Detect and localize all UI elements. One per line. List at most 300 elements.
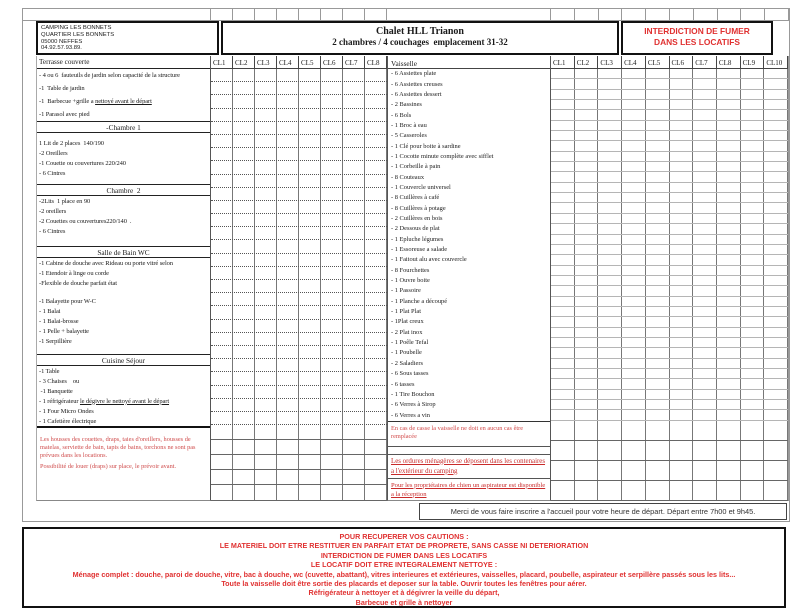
check-cell xyxy=(693,141,717,150)
check-cell xyxy=(233,188,255,200)
check-cell xyxy=(717,172,741,181)
check-cell xyxy=(233,372,255,384)
check-cell xyxy=(575,307,599,316)
check-row xyxy=(551,203,788,213)
section-header: Salle de Bain WC xyxy=(37,246,210,258)
check-cell xyxy=(343,372,365,384)
check-cell xyxy=(233,346,255,358)
check-cell xyxy=(299,267,321,279)
check-cell xyxy=(622,379,646,388)
check-cell xyxy=(575,328,599,337)
check-cell xyxy=(764,348,788,357)
check-cell xyxy=(741,390,765,399)
check-cell xyxy=(299,412,321,424)
check-row xyxy=(211,95,387,108)
check-cell xyxy=(255,175,277,187)
check-cell xyxy=(717,441,741,460)
check-cell xyxy=(646,121,670,130)
check-row xyxy=(211,280,387,293)
check-cell xyxy=(211,109,233,121)
check-cell xyxy=(741,214,765,223)
check-cell xyxy=(622,79,646,88)
dish-breakage-note: En cas de casse la vaisselle ne doit en aucun cas être remplacée xyxy=(388,421,550,447)
check-cell xyxy=(255,254,277,266)
check-cell xyxy=(321,372,343,384)
check-cell xyxy=(717,400,741,409)
check-cell xyxy=(741,131,765,140)
check-cell xyxy=(575,410,599,419)
check-row xyxy=(551,461,788,481)
check-cell xyxy=(646,203,670,212)
check-cell xyxy=(365,280,387,292)
vaisselle-item: - 1 Planche a découpé xyxy=(391,297,448,305)
check-cell xyxy=(211,267,233,279)
check-cell xyxy=(670,276,694,285)
inventory-item: -1 Table xyxy=(39,367,60,375)
check-cell xyxy=(741,379,765,388)
check-cell xyxy=(764,183,788,192)
vaisselle-item: - 1 Passoire xyxy=(391,287,421,295)
check-cell xyxy=(277,320,299,332)
check-cell xyxy=(255,82,277,94)
check-cell xyxy=(233,69,255,81)
check-row xyxy=(551,100,788,110)
camping-name: CAMPING LES BONNETS xyxy=(41,25,112,31)
inventory-item: 1 Lit de 2 places 140/190 xyxy=(39,139,104,147)
check-cell xyxy=(211,293,233,305)
check-cell xyxy=(622,390,646,399)
chalet-title: Chalet HLL Trianon xyxy=(376,26,464,37)
check-cell xyxy=(277,188,299,200)
check-row xyxy=(211,188,387,201)
check-cell xyxy=(299,175,321,187)
check-cell xyxy=(741,79,765,88)
check-cell xyxy=(764,481,788,500)
vaisselle-item: - 6 Verres a vin xyxy=(391,411,430,419)
check-cell xyxy=(598,224,622,233)
room-inventory-column xyxy=(36,56,211,501)
grid-column-header: CL7 xyxy=(693,56,717,68)
check-cell xyxy=(255,412,277,424)
check-row xyxy=(551,286,788,296)
check-cell xyxy=(622,481,646,500)
check-cell xyxy=(717,214,741,223)
check-cell xyxy=(693,410,717,419)
check-cell xyxy=(365,69,387,81)
check-cell xyxy=(365,82,387,94)
check-cell xyxy=(575,390,599,399)
check-cell xyxy=(277,359,299,371)
top-strip-cell xyxy=(299,9,321,20)
check-cell xyxy=(575,481,599,500)
check-cell xyxy=(622,359,646,368)
check-cell xyxy=(233,267,255,279)
check-cell xyxy=(693,359,717,368)
check-cell xyxy=(211,320,233,332)
check-cell xyxy=(670,224,694,233)
check-cell xyxy=(365,306,387,318)
cautions-box xyxy=(22,527,786,608)
vaisselle-item: - 2 Dessous de plat xyxy=(391,225,440,233)
check-cell xyxy=(321,346,343,358)
check-cell xyxy=(343,386,365,398)
check-cell xyxy=(764,369,788,378)
check-row xyxy=(551,214,788,224)
check-cell xyxy=(693,203,717,212)
inventory-item: -1 Couette ou couvertures 220/240 xyxy=(39,159,126,167)
check-cell xyxy=(717,152,741,161)
check-row xyxy=(211,293,387,306)
check-cell xyxy=(255,372,277,384)
check-row xyxy=(211,359,387,372)
underlined-text: nettoyé avant le départ xyxy=(95,98,152,105)
check-cell xyxy=(646,461,670,480)
check-cell xyxy=(211,412,233,424)
check-cell xyxy=(717,297,741,306)
check-cell xyxy=(299,161,321,173)
check-cell xyxy=(299,386,321,398)
check-cell xyxy=(741,461,765,480)
check-cell xyxy=(717,410,741,419)
inventory-item: - 1 Balai xyxy=(39,307,61,315)
inventory-item: -2 Couettes ou couvertures220/140 . xyxy=(39,217,132,225)
check-cell xyxy=(741,235,765,244)
check-cell xyxy=(575,100,599,109)
check-cell xyxy=(551,317,575,326)
check-row xyxy=(211,122,387,135)
check-cell xyxy=(622,297,646,306)
check-cell xyxy=(255,455,277,469)
check-cell xyxy=(277,399,299,411)
check-cell xyxy=(646,307,670,316)
check-cell xyxy=(764,390,788,399)
check-cell xyxy=(670,328,694,337)
check-row xyxy=(211,399,387,412)
check-cell xyxy=(741,338,765,347)
check-cell xyxy=(670,348,694,357)
vaisselle-item: - 6 Assiettes dessert xyxy=(391,90,442,98)
check-cell xyxy=(343,485,365,499)
check-cell xyxy=(551,338,575,347)
check-cell xyxy=(211,455,233,469)
check-cell xyxy=(365,267,387,279)
check-cell xyxy=(255,69,277,81)
check-cell xyxy=(693,90,717,99)
check-cell xyxy=(575,276,599,285)
section-header: Cuisine Séjour xyxy=(37,354,210,366)
check-cell xyxy=(670,297,694,306)
check-cell xyxy=(343,280,365,292)
check-cell xyxy=(646,255,670,264)
check-row xyxy=(551,359,788,369)
check-cell xyxy=(622,369,646,378)
check-cell xyxy=(343,214,365,226)
check-cell xyxy=(255,201,277,213)
check-cell xyxy=(365,148,387,160)
check-cell xyxy=(233,254,255,266)
check-cell xyxy=(598,348,622,357)
check-cell xyxy=(343,306,365,318)
check-cell xyxy=(551,266,575,275)
check-cell xyxy=(277,240,299,252)
section-header: -Chambre 1 xyxy=(37,121,210,133)
top-strip-cell xyxy=(599,9,623,20)
check-cell xyxy=(670,359,694,368)
top-strip-cell xyxy=(321,9,343,20)
check-cell xyxy=(365,333,387,345)
check-cell xyxy=(693,193,717,202)
check-cell xyxy=(764,400,788,409)
check-cell xyxy=(211,240,233,252)
check-cell xyxy=(670,390,694,399)
check-cell xyxy=(321,293,343,305)
check-row xyxy=(551,141,788,151)
caution-line: LE LOCATIF DOIT ETRE INTEGRALEMENT NETTOYE : xyxy=(310,560,498,570)
check-cell xyxy=(764,328,788,337)
check-cell xyxy=(622,100,646,109)
caution-line: Barbecue et grille à nettoyer xyxy=(355,597,453,607)
vaisselle-item: - 1 Corbeille à pain xyxy=(391,163,441,171)
check-cell xyxy=(598,400,622,409)
check-cell xyxy=(299,214,321,226)
inventory-item: - 6 Cintres xyxy=(39,169,66,177)
check-cell xyxy=(575,162,599,171)
inventory-item: -1 Serpillière xyxy=(39,337,72,345)
check-cell xyxy=(670,410,694,419)
top-strip-cell xyxy=(646,9,670,20)
check-row xyxy=(551,172,788,182)
check-cell xyxy=(741,183,765,192)
check-cell xyxy=(764,235,788,244)
check-cell xyxy=(598,69,622,78)
departure-note-text: Merci de vous faire inscrire a l'accueil pour votre heure de départ. Départ entre 7h00 et 9h45. xyxy=(450,507,756,516)
check-cell xyxy=(764,141,788,150)
check-cell xyxy=(764,79,788,88)
check-cell xyxy=(233,280,255,292)
check-cell xyxy=(646,369,670,378)
check-cell xyxy=(717,183,741,192)
check-cell xyxy=(255,161,277,173)
check-cell xyxy=(717,203,741,212)
check-cell xyxy=(764,421,788,440)
check-cell xyxy=(365,135,387,147)
check-cell xyxy=(717,79,741,88)
check-cell xyxy=(255,267,277,279)
check-cell xyxy=(764,410,788,419)
vaisselle-item: - 8 Cuillères à potage xyxy=(391,204,446,212)
check-cell xyxy=(255,425,277,439)
check-cell xyxy=(343,82,365,94)
vaisselle-item: - 2 Cuillères en bois xyxy=(391,215,443,222)
check-cell xyxy=(622,214,646,223)
check-row xyxy=(211,455,387,470)
top-strip-cell xyxy=(622,9,646,20)
check-cell xyxy=(717,121,741,130)
check-cell xyxy=(233,425,255,439)
check-cell xyxy=(343,135,365,147)
check-cell xyxy=(764,121,788,130)
inventory-sheet xyxy=(22,8,790,522)
grid-column-header: CL5 xyxy=(646,56,670,68)
check-cell xyxy=(741,441,765,460)
grid-column-header: CL6 xyxy=(670,56,694,68)
check-cell xyxy=(764,203,788,212)
inventory-item: - 1 Balai-brosse xyxy=(39,317,79,325)
check-cell xyxy=(575,297,599,306)
check-row xyxy=(211,148,387,161)
top-strip-cell xyxy=(765,9,789,20)
check-cell xyxy=(717,379,741,388)
check-cell xyxy=(693,400,717,409)
check-cell xyxy=(622,255,646,264)
vaisselle-item: - 1 Ouvre boite xyxy=(391,277,430,285)
check-cell xyxy=(365,425,387,439)
check-row xyxy=(211,175,387,188)
check-cell xyxy=(321,470,343,484)
check-cell xyxy=(551,348,575,357)
check-cell xyxy=(321,82,343,94)
check-cell xyxy=(277,346,299,358)
check-cell xyxy=(211,485,233,499)
check-cell xyxy=(343,425,365,439)
vaisselle-item: - 6 Sous tasses xyxy=(391,370,429,378)
check-cell xyxy=(551,359,575,368)
check-cell xyxy=(551,481,575,500)
check-cell xyxy=(646,421,670,440)
check-cell xyxy=(693,481,717,500)
check-cell xyxy=(575,131,599,140)
dog-vacuum-note: Pour les propriétaires de chien un aspirateur est disponible a la réception xyxy=(391,481,546,498)
check-cell xyxy=(670,90,694,99)
check-cell xyxy=(741,203,765,212)
check-cell xyxy=(365,122,387,134)
grid-column-header: CL2 xyxy=(575,56,599,68)
check-cell xyxy=(622,338,646,347)
check-cell xyxy=(717,90,741,99)
check-cell xyxy=(277,333,299,345)
grid-header-row xyxy=(551,56,788,69)
check-cell xyxy=(646,359,670,368)
grid-column-header: CL4 xyxy=(277,56,299,68)
check-cell xyxy=(598,121,622,130)
check-cell xyxy=(233,175,255,187)
check-cell xyxy=(277,82,299,94)
check-cell xyxy=(575,245,599,254)
check-cell xyxy=(598,193,622,202)
check-cell xyxy=(598,152,622,161)
check-cell xyxy=(233,386,255,398)
check-cell xyxy=(646,90,670,99)
chalet-subtitle: 2 chambres / 4 couchages emplacement 31-32 xyxy=(332,37,508,47)
underlined-text: le dégivre le nettoyé avant le départ xyxy=(79,397,170,405)
check-cell xyxy=(598,338,622,347)
check-cell xyxy=(255,399,277,411)
inventory-item: - 1 Cafetière électrique xyxy=(39,417,97,425)
check-cell xyxy=(741,297,765,306)
check-cell xyxy=(233,201,255,213)
trash-note: Les ordures ménagères se déposent dans les contenaires a l'extérieur du camping xyxy=(388,455,550,479)
check-cell xyxy=(321,240,343,252)
check-row xyxy=(551,224,788,234)
check-cell xyxy=(211,333,233,345)
vaisselle-item: - 1 Plat Plat xyxy=(391,308,421,316)
check-cell xyxy=(693,369,717,378)
check-cell xyxy=(622,224,646,233)
check-cell xyxy=(321,161,343,173)
grid-column-header: CL2 xyxy=(233,56,255,68)
check-cell xyxy=(741,245,765,254)
check-row xyxy=(211,69,387,82)
grid-header-row xyxy=(211,56,387,69)
check-cell xyxy=(741,224,765,233)
check-cell xyxy=(551,193,575,202)
check-cell xyxy=(646,100,670,109)
check-cell xyxy=(598,390,622,399)
check-cell xyxy=(764,110,788,119)
check-cell xyxy=(321,359,343,371)
check-cell xyxy=(598,297,622,306)
vaisselle-column xyxy=(387,56,551,501)
check-cell xyxy=(277,306,299,318)
check-cell xyxy=(575,338,599,347)
check-cell xyxy=(233,293,255,305)
check-cell xyxy=(299,470,321,484)
check-cell xyxy=(598,369,622,378)
check-cell xyxy=(741,266,765,275)
check-cell xyxy=(717,131,741,140)
row-gap xyxy=(37,346,210,354)
check-cell xyxy=(277,412,299,424)
check-cell xyxy=(211,386,233,398)
check-cell xyxy=(622,328,646,337)
check-cell xyxy=(622,307,646,316)
inventory-item: -1 Cabine de douche avec Rideau ou porte vitré selon xyxy=(39,259,173,267)
check-cell xyxy=(255,470,277,484)
check-cell xyxy=(670,286,694,295)
check-cell xyxy=(233,240,255,252)
no-smoking-line1: INTERDICTION DE FUMER xyxy=(644,26,750,36)
check-cell xyxy=(551,152,575,161)
check-cell xyxy=(598,100,622,109)
check-cell xyxy=(575,317,599,326)
check-cell xyxy=(764,297,788,306)
check-cell xyxy=(551,307,575,316)
check-cell xyxy=(693,235,717,244)
grid-column-header: CL6 xyxy=(321,56,343,68)
check-cell xyxy=(321,95,343,107)
top-strip-cell xyxy=(255,9,277,20)
top-strip-cell xyxy=(211,9,233,20)
check-row xyxy=(211,214,387,227)
check-row xyxy=(211,306,387,319)
check-cell xyxy=(211,214,233,226)
check-cell xyxy=(741,255,765,264)
check-cell xyxy=(598,441,622,460)
check-cell xyxy=(670,379,694,388)
check-row xyxy=(551,266,788,276)
check-cell xyxy=(598,286,622,295)
check-cell xyxy=(670,183,694,192)
check-cell xyxy=(598,131,622,140)
vaisselle-item: - 2 Bassines xyxy=(391,101,422,109)
check-cell xyxy=(670,203,694,212)
check-cell xyxy=(211,440,233,454)
check-cell xyxy=(321,254,343,266)
check-cell xyxy=(670,100,694,109)
vaisselle-item: - 1 Essoreuse a salade xyxy=(391,246,448,254)
check-cell xyxy=(211,227,233,239)
check-cell xyxy=(299,148,321,160)
